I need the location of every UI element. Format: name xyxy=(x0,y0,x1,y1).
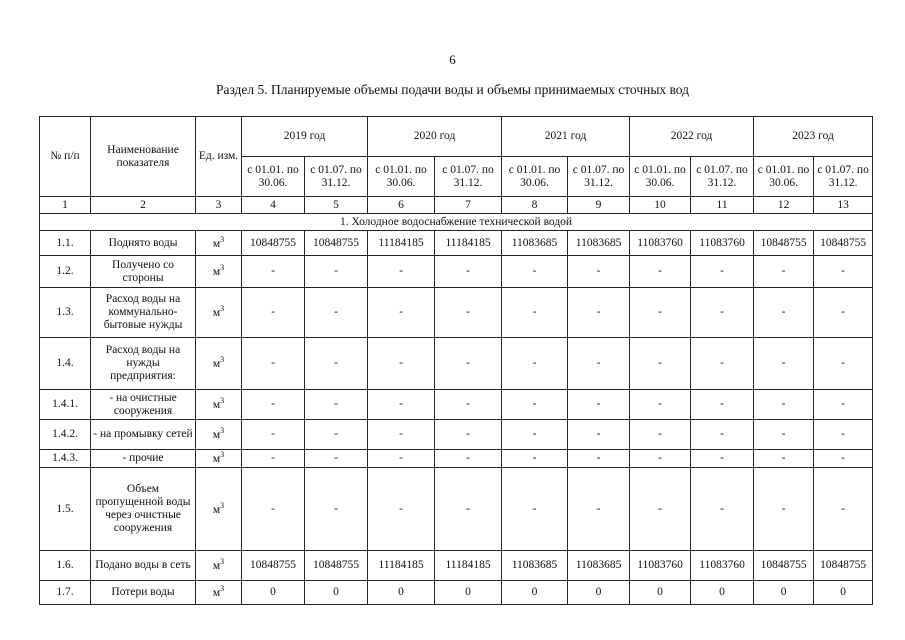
unit-exponent: 3 xyxy=(220,557,225,567)
unit-exponent: 3 xyxy=(220,426,225,436)
header-unit: Ед. изм. xyxy=(196,117,242,197)
row-unit xyxy=(196,468,242,551)
table-row xyxy=(40,256,873,288)
header-period-1: с 01.01. по 30.06. xyxy=(368,157,435,197)
value-cell: - xyxy=(435,288,502,338)
value-cell: - xyxy=(754,420,814,450)
header-indicator-name: Наименование показателя xyxy=(91,117,196,197)
unit-exponent: 3 xyxy=(220,234,225,244)
value-cell: - xyxy=(502,390,568,420)
value-cell: - xyxy=(368,390,435,420)
value-cell: - xyxy=(630,468,691,551)
value-cell: - xyxy=(630,256,691,288)
column-index: 3 xyxy=(196,197,242,214)
value-cell: - xyxy=(754,338,814,390)
page-number: 6 xyxy=(449,52,456,67)
unit-text: м xyxy=(212,586,221,599)
row-indicator-name: Расход воды на коммунально-бытовые нужды xyxy=(91,288,196,338)
value-cell: - xyxy=(568,256,630,288)
column-index: 2 xyxy=(91,197,196,214)
row-indicator-name: Получено со стороны xyxy=(91,256,196,288)
value-cell: - xyxy=(502,338,568,390)
value-cell: 11184185 xyxy=(368,551,435,581)
row-number: 1.4.1. xyxy=(40,390,91,420)
value-cell: - xyxy=(691,390,754,420)
column-index: 10 xyxy=(630,197,691,214)
value-cell: - xyxy=(435,338,502,390)
row-number: 1.5. xyxy=(40,468,91,551)
value-cell: - xyxy=(568,288,630,338)
column-index: 5 xyxy=(305,197,368,214)
value-cell: - xyxy=(305,288,368,338)
row-unit xyxy=(196,288,242,338)
column-index: 13 xyxy=(814,197,873,214)
value-cell: - xyxy=(691,256,754,288)
value-cell: - xyxy=(305,338,368,390)
value-cell: 0 xyxy=(630,581,691,605)
value-cell: - xyxy=(814,450,873,468)
value-cell: - xyxy=(814,420,873,450)
value-cell: 11083685 xyxy=(502,231,568,256)
row-number: 1.1. xyxy=(40,231,91,256)
value-cell: - xyxy=(305,468,368,551)
value-cell: 11184185 xyxy=(368,231,435,256)
column-index: 6 xyxy=(368,197,435,214)
row-number: 1.6. xyxy=(40,551,91,581)
value-cell: - xyxy=(630,338,691,390)
value-cell: - xyxy=(368,338,435,390)
table-row xyxy=(40,581,873,605)
unit-exponent: 3 xyxy=(220,500,225,510)
unit-text: м xyxy=(212,265,221,278)
value-cell: - xyxy=(691,420,754,450)
value-cell: - xyxy=(242,468,305,551)
unit-text: м xyxy=(212,357,221,370)
value-cell: - xyxy=(568,338,630,390)
value-cell: - xyxy=(502,256,568,288)
value-cell: 11083685 xyxy=(568,231,630,256)
value-cell: - xyxy=(691,288,754,338)
value-cell: 10848755 xyxy=(305,551,368,581)
column-index: 8 xyxy=(502,197,568,214)
unit-exponent: 3 xyxy=(220,396,225,406)
table-row xyxy=(40,551,873,581)
value-cell: 11083760 xyxy=(691,551,754,581)
unit-exponent: 3 xyxy=(220,263,225,273)
value-cell: 0 xyxy=(502,581,568,605)
header-period-2: с 01.07. по 31.12. xyxy=(305,157,368,197)
table-row xyxy=(40,288,873,338)
value-cell: - xyxy=(502,450,568,468)
value-cell: 0 xyxy=(305,581,368,605)
column-index: 1 xyxy=(40,197,91,214)
value-cell: - xyxy=(502,468,568,551)
column-index: 12 xyxy=(754,197,814,214)
row-unit xyxy=(196,450,242,468)
value-cell: - xyxy=(568,420,630,450)
value-cell: - xyxy=(814,468,873,551)
value-cell: 0 xyxy=(568,581,630,605)
row-number: 1.4.3. xyxy=(40,450,91,468)
value-cell: 0 xyxy=(242,581,305,605)
value-cell: - xyxy=(368,288,435,338)
value-cell: - xyxy=(568,468,630,551)
table-row xyxy=(40,450,873,468)
row-indicator-name: Подано воды в сеть xyxy=(91,551,196,581)
value-cell: - xyxy=(814,256,873,288)
value-cell: - xyxy=(368,468,435,551)
header-year-2023: 2023 год xyxy=(754,117,873,157)
unit-text: м xyxy=(212,398,221,411)
value-cell: 0 xyxy=(754,581,814,605)
header-number: № п/п xyxy=(40,117,91,197)
table-row xyxy=(40,231,873,256)
value-cell: - xyxy=(568,390,630,420)
value-cell: - xyxy=(502,420,568,450)
column-index: 9 xyxy=(568,197,630,214)
header-period-2: с 01.07. по 31.12. xyxy=(568,157,630,197)
value-cell: 10848755 xyxy=(754,231,814,256)
value-cell: - xyxy=(814,338,873,390)
value-cell: - xyxy=(691,450,754,468)
row-indicator-name: Поднято воды xyxy=(91,231,196,256)
value-cell: - xyxy=(502,288,568,338)
header-period-1: с 01.01. по 30.06. xyxy=(630,157,691,197)
value-cell: - xyxy=(368,256,435,288)
value-cell: - xyxy=(435,468,502,551)
value-cell: - xyxy=(242,256,305,288)
row-number: 1.7. xyxy=(40,581,91,605)
value-cell: - xyxy=(305,420,368,450)
unit-text: м xyxy=(212,559,221,572)
column-index: 4 xyxy=(242,197,305,214)
value-cell: - xyxy=(630,450,691,468)
row-indicator-name: Расход воды на нужды предприятия: xyxy=(91,338,196,390)
value-cell: - xyxy=(435,390,502,420)
value-cell: - xyxy=(630,420,691,450)
row-unit xyxy=(196,551,242,581)
value-cell: - xyxy=(368,450,435,468)
table-row xyxy=(40,468,873,551)
row-indicator-name: Потери воды xyxy=(91,581,196,605)
value-cell: - xyxy=(630,288,691,338)
unit-exponent: 3 xyxy=(220,355,225,365)
table-row xyxy=(40,390,873,420)
row-number: 1.2. xyxy=(40,256,91,288)
table-row xyxy=(40,338,873,390)
unit-text: м xyxy=(212,503,221,516)
row-number: 1.3. xyxy=(40,288,91,338)
row-indicator-name: - прочие xyxy=(91,450,196,468)
value-cell: - xyxy=(691,338,754,390)
value-cell: - xyxy=(368,420,435,450)
value-cell: - xyxy=(435,420,502,450)
header-period-1: с 01.01. по 30.06. xyxy=(502,157,568,197)
row-unit xyxy=(196,338,242,390)
section-title: Раздел 5. Планируемые объемы подачи воды и объемы принимаемых сточных вод xyxy=(215,82,690,97)
value-cell: - xyxy=(754,450,814,468)
value-cell: 0 xyxy=(368,581,435,605)
value-cell: - xyxy=(242,420,305,450)
row-unit xyxy=(196,256,242,288)
header-period-1: с 01.01. по 30.06. xyxy=(754,157,814,197)
value-cell: - xyxy=(568,450,630,468)
unit-text: м xyxy=(212,306,221,319)
column-index: 7 xyxy=(435,197,502,214)
value-cell: - xyxy=(305,256,368,288)
row-number: 1.4.2. xyxy=(40,420,91,450)
value-cell: - xyxy=(814,390,873,420)
row-indicator-name: Объем пропущенной воды через очистные сооружения xyxy=(91,468,196,551)
unit-text: м xyxy=(212,237,221,250)
unit-exponent: 3 xyxy=(220,450,225,460)
header-period-1: с 01.01. по 30.06. xyxy=(242,157,305,197)
row-unit xyxy=(196,231,242,256)
value-cell: - xyxy=(691,468,754,551)
row-number: 1.4. xyxy=(40,338,91,390)
value-cell: - xyxy=(242,338,305,390)
unit-exponent: 3 xyxy=(220,304,225,314)
value-cell: - xyxy=(435,256,502,288)
value-cell: 11083685 xyxy=(568,551,630,581)
value-cell: 11083760 xyxy=(691,231,754,256)
value-cell: 10848755 xyxy=(305,231,368,256)
value-cell: 11083760 xyxy=(630,231,691,256)
value-cell: 0 xyxy=(814,581,873,605)
value-cell: - xyxy=(305,450,368,468)
value-cell: - xyxy=(814,288,873,338)
value-cell: - xyxy=(435,450,502,468)
header-period-2: с 01.07. по 31.12. xyxy=(435,157,502,197)
value-cell: - xyxy=(242,390,305,420)
header-year-2019: 2019 год xyxy=(242,117,368,157)
table-row xyxy=(40,420,873,450)
value-cell: 0 xyxy=(691,581,754,605)
column-index: 11 xyxy=(691,197,754,214)
unit-text: м xyxy=(212,452,221,465)
value-cell: 10848755 xyxy=(814,231,873,256)
value-cell: 10848755 xyxy=(242,231,305,256)
value-cell: - xyxy=(242,288,305,338)
value-cell: 11184185 xyxy=(435,231,502,256)
value-cell: 0 xyxy=(435,581,502,605)
value-cell: - xyxy=(754,256,814,288)
value-cell: 10848755 xyxy=(242,551,305,581)
header-period-2: с 01.07. по 31.12. xyxy=(814,157,873,197)
header-period-2: с 01.07. по 31.12. xyxy=(691,157,754,197)
value-cell: - xyxy=(754,288,814,338)
value-cell: - xyxy=(754,390,814,420)
section-1-title: 1. Холодное водоснабжение технической водой xyxy=(40,214,873,231)
value-cell: 11083685 xyxy=(502,551,568,581)
value-cell: 10848755 xyxy=(814,551,873,581)
header-year-2022: 2022 год xyxy=(630,117,754,157)
value-cell: 11184185 xyxy=(435,551,502,581)
value-cell: 11083760 xyxy=(630,551,691,581)
row-indicator-name: - на очистные сооружения xyxy=(91,390,196,420)
value-cell: 10848755 xyxy=(754,551,814,581)
value-cell: - xyxy=(242,450,305,468)
value-cell: - xyxy=(305,390,368,420)
header-year-2020: 2020 год xyxy=(368,117,502,157)
value-cell: - xyxy=(754,468,814,551)
row-indicator-name: - на промывку сетей xyxy=(91,420,196,450)
value-cell: - xyxy=(630,390,691,420)
row-unit xyxy=(196,390,242,420)
row-unit xyxy=(196,581,242,605)
unit-exponent: 3 xyxy=(220,584,225,594)
header-year-2021: 2021 год xyxy=(502,117,630,157)
planned-volumes-table xyxy=(39,116,873,605)
row-unit xyxy=(196,420,242,450)
unit-text: м xyxy=(212,428,221,441)
